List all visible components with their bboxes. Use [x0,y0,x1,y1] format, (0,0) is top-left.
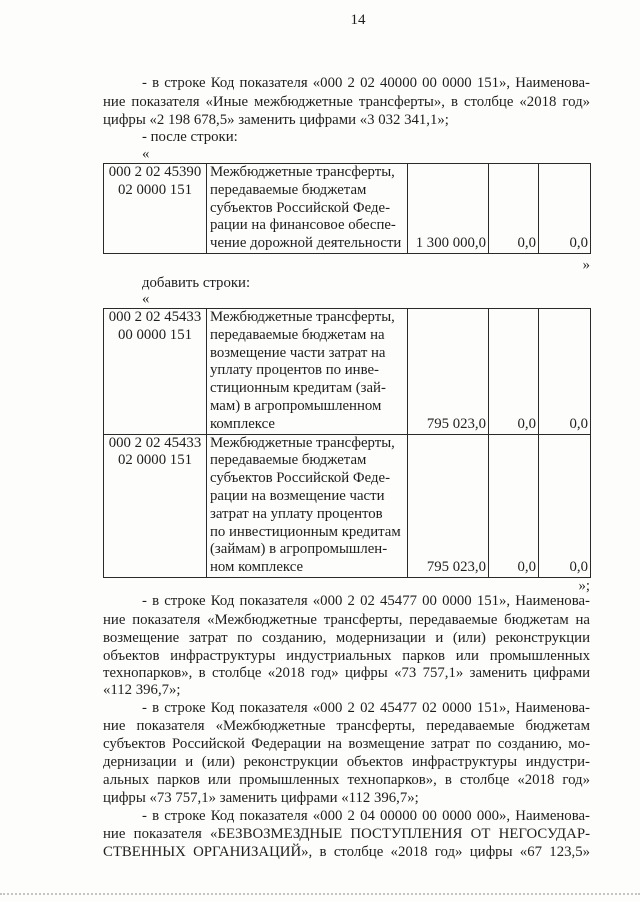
paragraph-line: ние показателя «Межбюджетные трансферты, передаваемые бюджетам на [103,612,590,628]
name-line: передаваемые бюджетам [210,452,367,469]
paragraph-line: ние показателя «БЕЗВОЗМЕЗДНЫЕ ПОСТУПЛЕНИЯ ОТ НЕГОСУДАР- [103,826,590,842]
value-text: 0,0 [569,559,588,576]
paragraph-line: дернизации и (или) реконструкции объектов инфраструктуры индустри- [103,754,590,770]
code-line: 000 2 02 45433 [108,434,202,451]
name-line: чение дорожной деятельности [210,235,402,252]
name-line: субъектов Российской Феде- [210,470,391,487]
paragraph-line: - в строке Код показателя «000 2 02 40000 00 0000 151», Наименова- [142,75,590,91]
opening-quote: « [142,291,150,307]
code-line: 00 0000 151 [118,326,192,343]
table-row [104,434,591,577]
code-cell [104,434,207,577]
closing-quote: » [582,257,590,273]
after-row-label: - после строки: [142,129,238,145]
value-cell [489,434,539,577]
opening-quote: « [142,146,150,162]
paragraph-line: ние показателя «Иные межбюджетные трансферты», в столбце «2018 год» [103,94,590,110]
table-row [104,309,591,435]
code-line: 000 2 02 45390 [108,164,202,180]
name-line: ном комплексе [210,559,304,576]
page-number: 14 [350,12,366,28]
name-line: передаваемые бюджетам [210,181,367,198]
code-line: 000 2 02 45433 [108,309,202,325]
value-cell [408,434,489,577]
name-line: возмещение части затрат на [210,344,386,361]
value-text: 0,0 [517,559,536,576]
paragraph-line: - в строке Код показателя «000 2 02 45477 02 0000 151», Наименова- [142,700,590,716]
paragraph-line: цифры «2 198 678,5» заменить цифрами «3 032 341,1»; [103,112,449,128]
value-text: 795 023,0 [426,559,486,576]
paragraph-line: - в строке Код показателя «000 2 04 00000 00 0000 000», Наименова- [142,808,590,824]
name-line: Межбюджетные трансферты, [210,434,395,451]
existing-row-table [103,163,591,254]
value-text: 0,0 [517,415,536,432]
name-line: Межбюджетные трансферты, [210,164,395,180]
name-cell [207,434,408,577]
closing-quote: »; [578,578,590,594]
name-line: по инвестиционным кредитам [210,523,401,540]
name-cell [207,164,408,254]
name-line: мам) в агропромышленном [210,397,382,414]
add-rows-label: добавить строки: [142,275,251,291]
value-text: 1 300 000,0 [415,235,486,252]
paragraph-line: технопарков», в столбце «2018 год» цифры «73 757,1» заменить цифрами [103,665,590,681]
name-cell [207,309,408,435]
value-text: 0,0 [569,235,588,252]
scan-edge-artifact [0,893,640,895]
name-line: рации на возмещение части [210,487,385,504]
name-line: Межбюджетные трансферты, [210,309,395,325]
paragraph-line: объектов инфраструктуры индустриальных парков или промышленных [103,648,590,664]
name-line: комплексе [210,415,275,432]
code-cell [104,309,207,435]
code-line: 02 0000 151 [118,181,192,198]
paragraph-line: цифры «73 757,1» заменить цифрами «112 396,7»; [103,790,419,806]
paragraph-line: ние показателя «Межбюджетные трансферты, передаваемые бюджетам [103,718,590,734]
value-text: 795 023,0 [426,415,486,432]
name-line: (займам) в агропромышлен- [210,541,388,558]
code-cell [104,164,207,254]
value-cell [408,309,489,435]
name-line: субъектов Российской Феде- [210,199,391,216]
added-rows-table [103,308,591,578]
value-cell [539,164,591,254]
paragraph-line: «112 396,7»; [103,682,181,698]
code-line: 02 0000 151 [118,452,192,469]
paragraph-line: СТВЕННЫХ ОРГАНИЗАЦИЙ», в столбце «2018 год» цифры «67 123,5» [103,844,590,860]
value-cell [489,309,539,435]
table-row [104,164,591,254]
value-cell [539,309,591,435]
name-line: передаваемые бюджетам на [210,326,385,343]
name-line: затрат на уплату процентов [210,505,383,522]
name-line: рации на финансовое обеспе- [210,217,396,234]
name-line: уплату процентов по инве- [210,362,379,379]
name-line: стиционным кредитам (зай- [210,380,386,397]
value-cell [408,164,489,254]
value-cell [489,164,539,254]
paragraph-line: альных парков или промышленных технопарков», в столбце «2018 год» [103,772,590,788]
value-text: 0,0 [569,415,588,432]
value-cell [539,434,591,577]
paragraph-line: возмещение затрат по созданию, модернизации и (или) реконструкции [103,630,590,646]
paragraph-line: субъектов Российской Федерации на возмещение затрат по созданию, мо- [103,736,590,752]
paragraph-line: - в строке Код показателя «000 2 02 45477 00 0000 151», Наименова- [142,593,590,609]
value-text: 0,0 [517,235,536,252]
